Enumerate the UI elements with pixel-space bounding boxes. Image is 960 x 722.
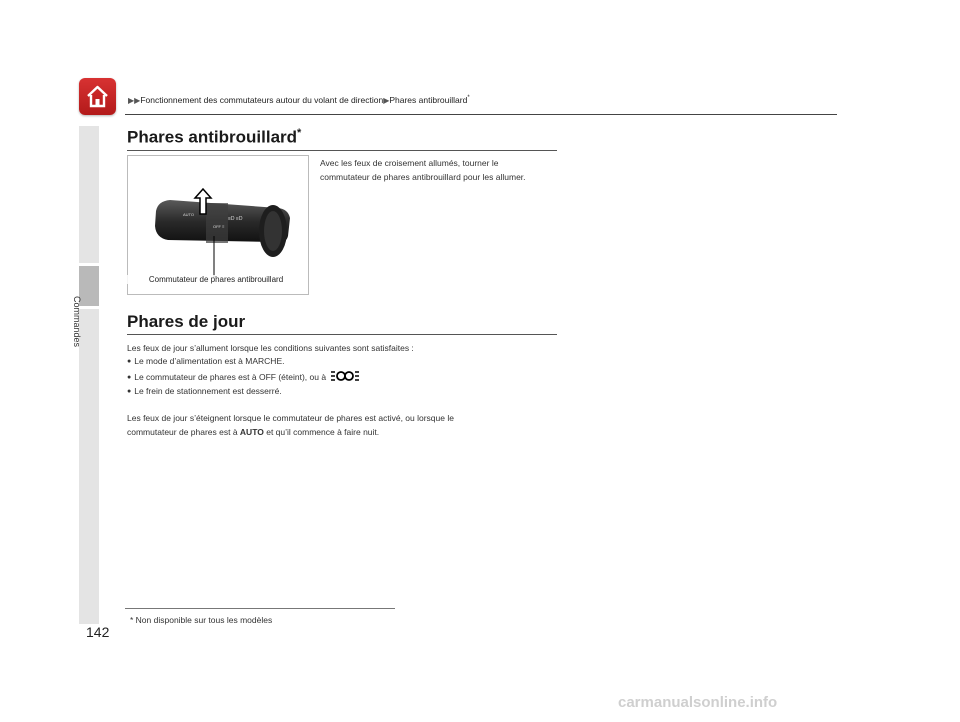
section-rule-2: [127, 334, 557, 335]
parking-light-icon: [330, 369, 360, 383]
drl-off-line-2-pre: commutateur de phares est à: [127, 427, 240, 437]
side-bar: [79, 126, 99, 263]
footnote-rule: [125, 608, 395, 609]
drl-intro: Les feux de jour s’allument lorsque les conditions suivantes sont satisfaites :: [127, 343, 414, 353]
figure-caption: Commutateur de phares antibrouillard: [127, 275, 305, 284]
drl-off-line-2-post: et qu’il commence à faire nuit.: [263, 427, 380, 437]
section-rule: [127, 150, 557, 151]
breadcrumb: [128, 95, 470, 105]
section-title-star: *: [297, 127, 302, 139]
house-icon: [85, 84, 110, 109]
side-bar-lower: [79, 309, 99, 624]
drl-bullet-3: ● Le frein de stationnement est desserré.: [127, 384, 282, 399]
home-icon[interactable]: [79, 78, 116, 115]
svg-text:OFF ≡: OFF ≡: [213, 224, 225, 229]
combination-switch-illustration: [128, 156, 308, 294]
drl-bullet-2-text: ● Le commutateur de phares est à OFF (éteint), ou à: [127, 372, 326, 382]
header-rule: [125, 114, 837, 115]
breadcrumb-section[interactable]: Fonctionnement des commutateurs autour du volant de direction: [140, 95, 384, 105]
section-title-drl: Phares de jour: [127, 312, 246, 331]
watermark: carmanualsonline.info: [618, 694, 778, 711]
breadcrumb-arrow: ▶: [383, 96, 390, 105]
page-number: 142: [86, 624, 110, 640]
breadcrumb-page[interactable]: Phares antibrouillard: [389, 95, 468, 105]
auto-label: AUTO: [239, 427, 264, 437]
side-tab-label[interactable]: Commandes: [72, 296, 82, 348]
drl-off-line-2: [127, 425, 379, 439]
section-title-fog-lights: [127, 127, 301, 148]
breadcrumb-star: *: [467, 95, 470, 102]
footnote: * Non disponible sur tous les modèles: [130, 615, 273, 625]
fog-lights-description: Avec les feux de croisement allumés, tourner le commutateur de phares antibrouillard pour les allumer.: [320, 158, 526, 182]
svg-text:≡D ≡D: ≡D ≡D: [228, 216, 243, 222]
svg-text:AUTO: AUTO: [183, 212, 195, 217]
breadcrumb-arrows: ▶▶: [128, 96, 141, 105]
section-title-text: Phares antibrouillard: [127, 127, 298, 147]
fog-switch-figure: [127, 155, 309, 295]
drl-off-line-1: Les feux de jour s’éteignent lorsque le commutateur de phares est activé, ou lorsque le: [127, 413, 454, 423]
drl-bullet-2: [127, 369, 360, 385]
side-tab-marker: [79, 266, 99, 306]
drl-bullet-1: ● Le mode d’alimentation est à MARCHE.: [127, 354, 284, 369]
